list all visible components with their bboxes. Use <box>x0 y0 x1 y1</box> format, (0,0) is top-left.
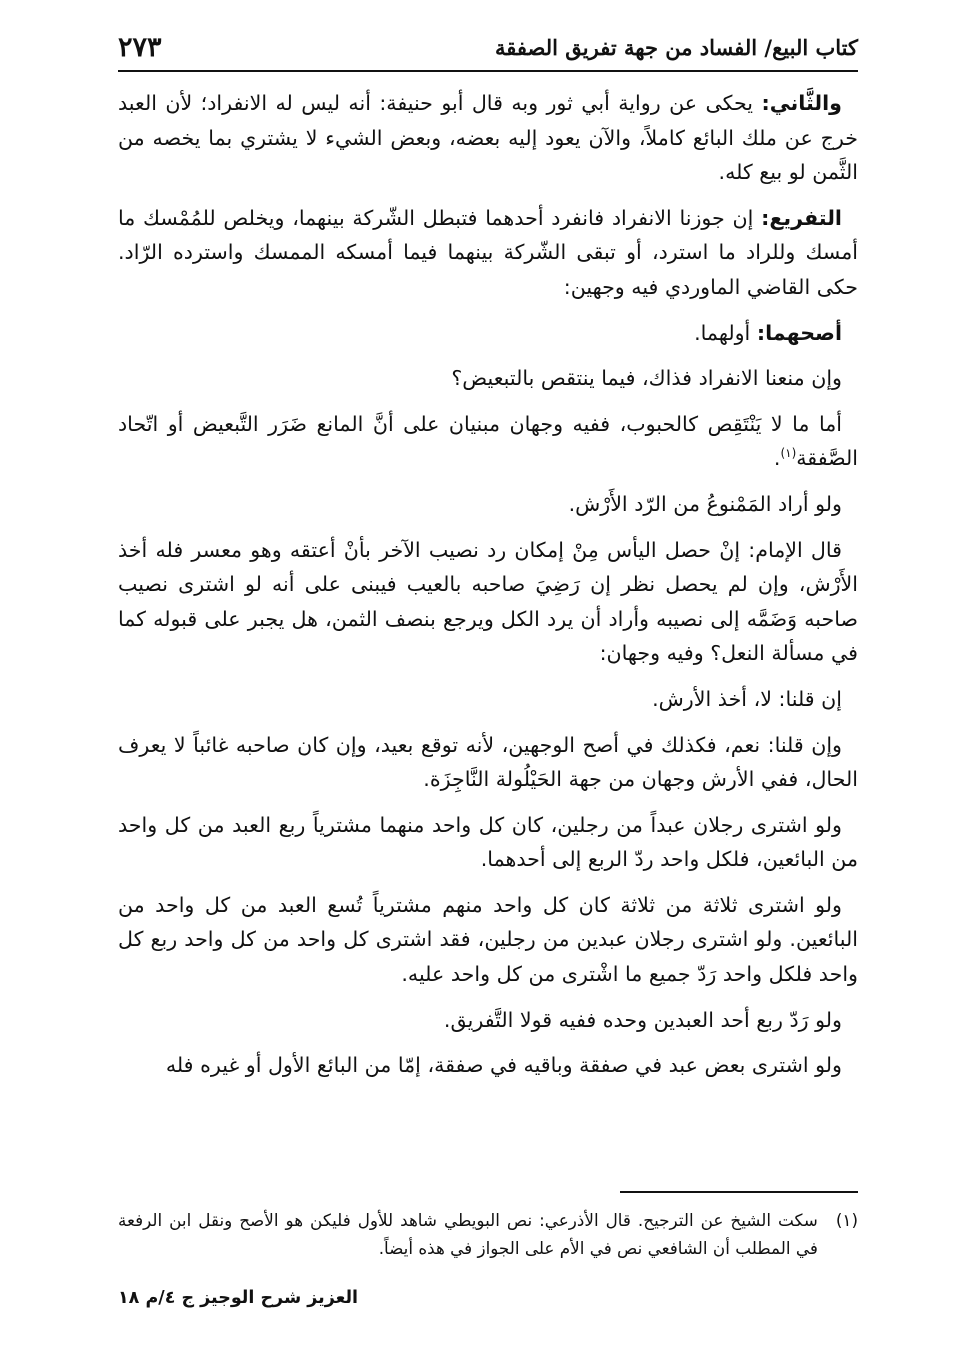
footnote-marker: (١) <box>835 1210 858 1230</box>
paragraph-tail: . <box>773 446 781 471</box>
footnote-text: سكت الشيخ عن الترجيح. قال الأذرعي: نص البويطي شاهد للأول فليكن هو الأصح ونقل ابن الرفعة في المطلب أن الشافعي نص في الأم على الجواز في هذه أيضاً. <box>118 1210 818 1258</box>
paragraph-text: إن جوزنا الانفراد فانفرد أحدهما فتبطل الشّركة بينهما، ويخلص للمُمْسك ما أمسك وللراد ما استرد، أو تبقى الشّركة بينهما فيما أمسكه الممسك واسترده الرّاد. حكى القاضي الماوردي فيه وجهين: <box>118 205 858 299</box>
paragraph-text: وإن قلنا: نعم، فكذلك في أصح الوجهين، لأنه توقع بعيد، وإن كان صاحبه غائباً لا يعرف الحال، ففي الأرش وجهان من جهة الحَيْلُولة النَّاجِزَة. <box>118 732 858 792</box>
paragraph-text: أولهما. <box>694 320 757 345</box>
paragraph-text: إن قلنا: لا، أخذ الأرش. <box>652 686 842 711</box>
paragraph <box>118 682 858 717</box>
running-title: كتاب البيع/ الفساد من جهة تفريق الصفقة <box>495 34 858 60</box>
paragraph <box>118 201 858 305</box>
paragraph-text: أما ما لا يَنْتَقِص كالحبوب، ففيه وجهان مبنيان على أنَّ المانع ضَرَر التَّبعيض أو اتّحاد الصَّفقة <box>118 411 858 471</box>
footnote-reference[interactable]: (١) <box>780 446 797 461</box>
paragraph-text: ولو رَدّ ربع أحد العبدين وحده ففيه قولا التَّفريق. <box>443 1007 842 1032</box>
paragraph <box>118 1003 858 1038</box>
paragraph-lead: والثَّاني: <box>761 91 842 115</box>
paragraph-text: قال الإمام: إنْ حصل اليأس مِنْ إمكان رد نصيب الآخر بأنْ أعتقه وهو معسر فله أخذ الأَرْش، وإن لم يحصل نظر إن رَضِيَ صاحبه بالعيب فيبنى على أنه لو اشترى نصيب صاحبه وَضَمَّه إلى نصيبه وأراد أن يرد الكل ويرجع بنصف الثمن، هل يجبر على قبوله كما في مسألة النعل؟ وفيه وجهان: <box>118 537 858 666</box>
paragraph <box>118 808 858 877</box>
body-text <box>118 86 858 1094</box>
paragraph-lead: أصحهما: <box>756 320 842 345</box>
page-header <box>118 26 858 68</box>
paragraph <box>118 1048 858 1083</box>
paragraph-text: ولو اشترى ثلاثة من ثلاثة كان كل واحد منهم مشترياً تُسع العبد من كل واحد من البائعين. ولو اشترى رجلان عبدين من رجلين، فقد اشترى كل واحد من كل واحد ربع كل واحد فلكل واحد رَدّ جميع ما اشْترى من كل واحد عليه. <box>118 892 858 987</box>
printer-signature: العزيز شرح الوجيز ج ٤/م ١٨ <box>118 1288 359 1308</box>
paragraph-text: ولو اشترى رجلان عبداً من رجلين، كان كل واحد منهما مشترياً ربع العبد من كل واحد من البائعين، فلكل واحد ردّ الربع إلى أحدهما. <box>118 812 858 872</box>
paragraph <box>118 316 858 351</box>
footnote <box>118 1206 858 1262</box>
paragraph-text: ولو أراد المَمْنوعُ من الرّد الأَرْش. <box>568 491 842 516</box>
paragraph <box>118 487 858 522</box>
paragraph <box>118 407 858 476</box>
paragraph <box>118 728 858 797</box>
paragraph-text: يحكى عن رواية أبي ثور وبه قال أبو حنيفة: أنه ليس له الانفراد؛ لأن العبد خرج عن ملك البائع كاملاً، والآن يعود إليه بعضه، وبعض الشيء لا يشتري بما يخصه من الثَّمن لو بيع كله. <box>118 91 858 185</box>
paragraph <box>118 86 858 190</box>
paragraph <box>118 533 858 671</box>
paragraph-text: وإن منعنا الانفراد فذاك، فيما ينتقص بالتبعيض؟ <box>451 366 842 391</box>
footnote-rule <box>620 1191 858 1193</box>
page-number: ٢٧٣ <box>118 31 162 63</box>
paragraph <box>118 361 858 396</box>
paragraph-lead: التفريع: <box>761 205 842 230</box>
paragraph <box>118 888 858 992</box>
header-rule <box>118 70 858 72</box>
paragraph-text: ولو اشترى بعض عبد في صفقة وباقيه في صفقة، إمّا من البائع الأول أو غيره فله <box>165 1053 842 1078</box>
